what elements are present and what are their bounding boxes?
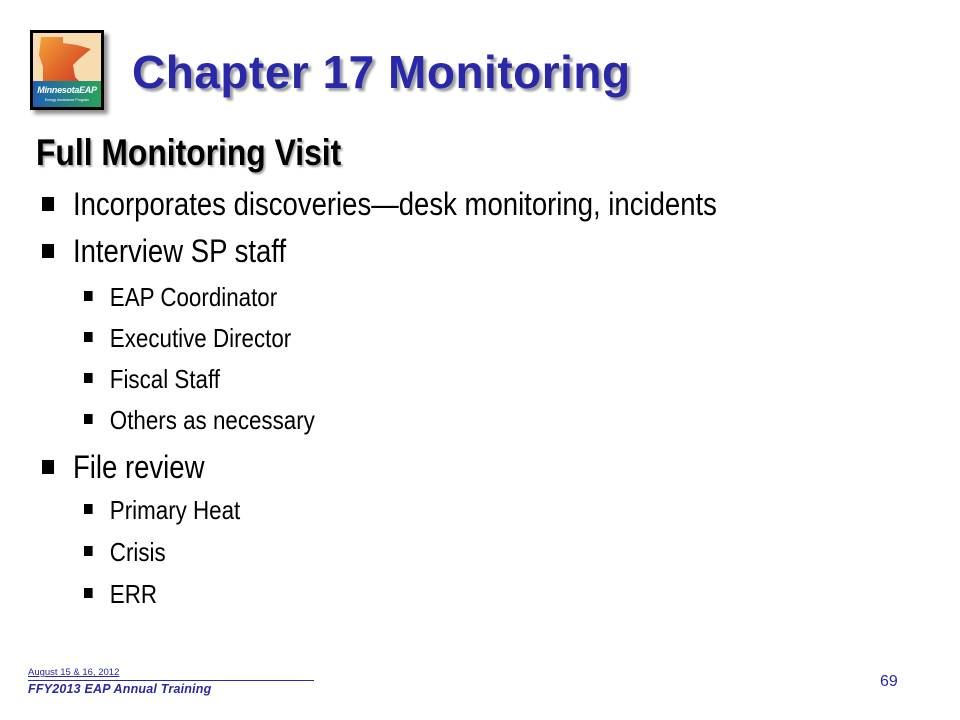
logo-tagline: Energy Assistance Program — [44, 98, 90, 102]
square-bullet-icon — [84, 588, 93, 598]
square-bullet-icon — [84, 332, 93, 342]
sub-bullet-item: Primary Heat — [84, 495, 240, 526]
footer-divider — [28, 680, 314, 681]
square-bullet-icon — [84, 291, 93, 301]
slide-title: Chapter 17 Monitoring — [132, 46, 631, 98]
page-number: 69 — [880, 673, 898, 690]
bullet-item: Incorporates discoveries—desk monitoring, incidents — [42, 186, 717, 223]
square-bullet-icon — [84, 373, 93, 383]
sub-bullet-item: Fiscal Staff — [84, 364, 220, 395]
square-bullet-icon — [42, 197, 54, 211]
sub-bullet-item: Executive Director — [84, 323, 291, 354]
logo-wordmark: MinnesotaEAP — [37, 85, 97, 95]
square-bullet-icon — [42, 244, 54, 258]
square-bullet-icon — [84, 546, 93, 556]
sub-bullet-item: Crisis — [84, 537, 166, 568]
footer-event-name: FFY2013 EAP Annual Training — [28, 682, 212, 696]
sub-bullet-item: EAP Coordinator — [84, 282, 277, 313]
footer-date: August 15 & 16, 2012 — [28, 667, 120, 678]
section-heading: Full Monitoring Visit — [36, 132, 342, 173]
sub-bullet-item: Others as necessary — [84, 405, 315, 436]
sub-bullet-item: ERR — [84, 579, 157, 610]
square-bullet-icon — [84, 504, 93, 514]
square-bullet-icon — [42, 460, 54, 474]
bullet-item: File review — [42, 449, 204, 486]
bullet-item: Interview SP staff — [42, 233, 286, 270]
square-bullet-icon — [84, 414, 93, 424]
